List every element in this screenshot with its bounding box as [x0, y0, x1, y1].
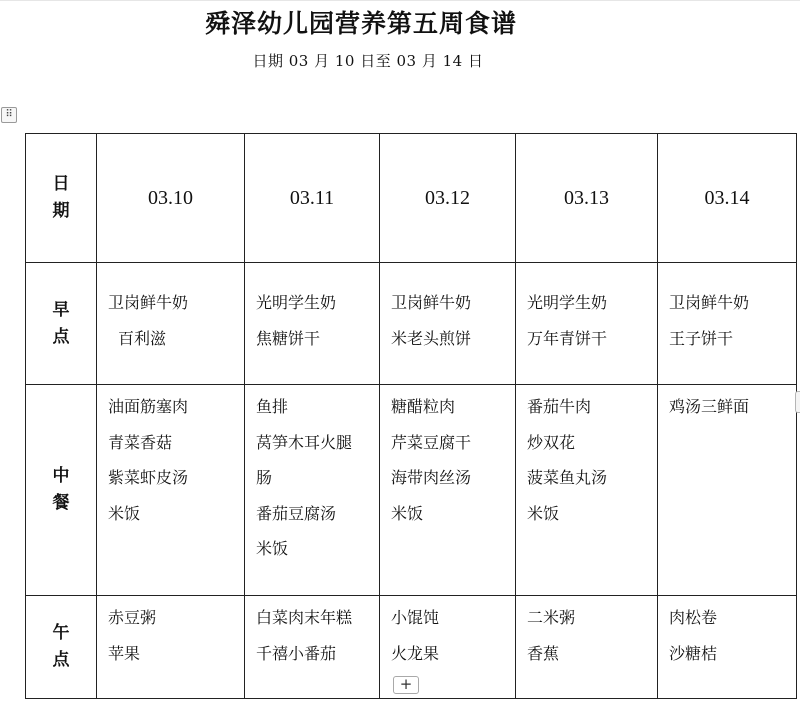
menu-item: 卫岗鲜牛奶	[669, 293, 750, 312]
menu-item: 卫岗鲜牛奶	[391, 293, 472, 312]
menu-item: 米饭	[527, 503, 560, 523]
lunch-cell-0314[interactable]	[658, 385, 797, 596]
date-header-0312[interactable]: 03.12	[380, 134, 516, 263]
breakfast-row	[26, 263, 797, 385]
menu-item: 糖醋粒肉	[391, 397, 456, 416]
header-row	[26, 134, 797, 263]
menu-item: 米饭	[391, 503, 424, 523]
lunch-cell-0313[interactable]	[516, 385, 658, 596]
menu-item: 白菜肉末年糕	[256, 608, 353, 627]
table-move-handle-icon[interactable]: ⠿	[1, 107, 17, 123]
menu-item: 光明学生奶	[256, 293, 337, 312]
menu-item: 万年青饼干	[527, 328, 608, 348]
menu-item: 千禧小番茄	[256, 643, 337, 663]
lunch-cell-0312[interactable]	[380, 385, 516, 596]
menu-item: 鸡汤三鲜面	[669, 397, 750, 416]
date-header-0311[interactable]: 03.11	[245, 134, 380, 263]
menu-item: 青菜香菇	[108, 432, 173, 452]
menu-item: 沙糖桔	[669, 643, 718, 663]
breakfast-cell-0314[interactable]	[658, 263, 797, 385]
breakfast-cell-0313[interactable]	[516, 263, 658, 385]
add-row-button[interactable]: +	[393, 676, 419, 694]
breakfast-cell-0312[interactable]	[380, 263, 516, 385]
menu-item: 炒双花	[527, 432, 576, 452]
lunch-row	[26, 385, 797, 596]
menu-item: 海带肉丝汤	[391, 468, 472, 487]
lunch-cell-0311[interactable]	[245, 385, 380, 596]
menu-item: 苹果	[108, 643, 141, 663]
menu-item: 小馄饨	[391, 608, 440, 627]
menu-item: 番茄豆腐汤	[256, 503, 337, 523]
breakfast-cell-0311[interactable]	[245, 263, 380, 385]
menu-item: 肉松卷	[669, 608, 718, 627]
menu-item: 光明学生奶	[527, 293, 608, 312]
menu-item: 卫岗鲜牛奶	[108, 293, 189, 312]
date-header-0310[interactable]: 03.10	[97, 134, 245, 263]
menu-item: 油面筋塞肉	[108, 397, 189, 416]
menu-item: 王子饼干	[669, 328, 734, 348]
breakfast-row-label[interactable]: 早 点	[26, 263, 97, 385]
menu-item: 紫菜虾皮汤	[108, 468, 189, 487]
date-range: 日期 03 月 10 日至 03 月 14 日	[252, 52, 484, 70]
menu-item: 莴笋木耳火腿	[256, 432, 353, 452]
menu-item: 芹菜豆腐干	[391, 432, 472, 452]
snack-cell-0313[interactable]	[516, 596, 658, 699]
menu-item: 香蕉	[527, 643, 560, 663]
menu-item: 米老头煎饼	[391, 328, 472, 348]
scroll-edge-tab[interactable]	[795, 391, 800, 413]
menu-item: 赤豆粥	[108, 608, 157, 627]
menu-item: 菠菜鱼丸汤	[527, 468, 608, 487]
date-header-0313[interactable]: 03.13	[516, 134, 658, 263]
menu-item: 米饭	[256, 539, 289, 558]
afternoon-snack-row-label[interactable]: 午 点	[26, 596, 97, 699]
menu-item: 番茄牛肉	[527, 397, 592, 416]
lunch-cell-0310[interactable]	[97, 385, 245, 596]
lunch-row-label[interactable]: 中 餐	[26, 385, 97, 596]
menu-item: 鱼排	[256, 397, 289, 416]
page-top-border	[0, 0, 800, 1]
menu-item: 肠	[256, 468, 273, 487]
date-header-label[interactable]: 日 期	[26, 134, 97, 263]
menu-title: 舜泽幼儿园营养第五周食谱	[204, 9, 517, 38]
menu-item: 火龙果	[391, 643, 440, 663]
breakfast-cell-0310[interactable]	[97, 263, 245, 385]
menu-item: 米饭	[108, 503, 141, 523]
snack-cell-0314[interactable]	[658, 596, 797, 699]
menu-item: 二米粥	[527, 608, 576, 627]
snack-cell-0311[interactable]	[245, 596, 380, 699]
menu-item: 百利滋	[118, 328, 167, 348]
weekly-menu-table	[25, 133, 797, 699]
date-header-0314[interactable]: 03.14	[658, 134, 797, 263]
menu-item: 焦糖饼干	[256, 328, 321, 348]
snack-cell-0310[interactable]	[97, 596, 245, 699]
